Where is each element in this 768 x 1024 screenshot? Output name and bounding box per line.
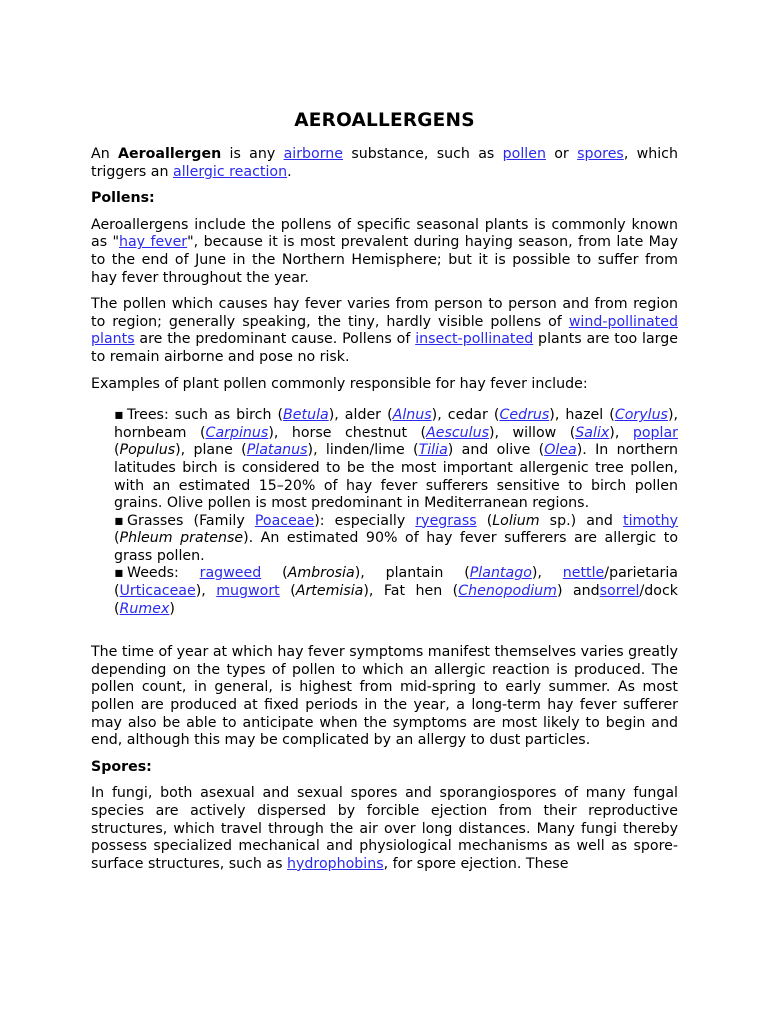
link-hydrophobins[interactable]: hydrophobins [287, 855, 384, 872]
text-run: or [545, 146, 578, 162]
list-item-grasses [114, 513, 678, 566]
text-run: ( [114, 442, 120, 459]
document-title: AEROALLERGENS [294, 110, 475, 131]
link-plantago[interactable]: Plantago [469, 565, 532, 582]
text-run: ), hornbeam ( [114, 407, 679, 441]
link-rumex[interactable]: Rumex [119, 600, 170, 617]
text-run: are the predominant cause. Pollens of [134, 331, 416, 348]
text-run: ), alder ( [328, 407, 393, 424]
text-run: /dock ( [114, 583, 678, 617]
text-run: ), willow ( [489, 424, 576, 441]
text-run: ", because it is most prevalent during haying season, from late May to the end of June in the Northern Hemisphere; but it is possible to suffer from hay fever throughout the year. [91, 234, 679, 286]
link-ryegrass[interactable]: ryegrass [415, 512, 477, 529]
text-run: ), plane ( [175, 442, 247, 459]
text-run: ). In northern latitudes birch is considered to be the most important allergenic tree pollen, with an estimated 15–20% of hay fever sufferers sensitive to birch pollen grains. Olive pollen is most predominant in Mediterranean regions. [114, 442, 678, 512]
text-run: Grasses (Family [127, 512, 255, 529]
pollens-paragraph-2 [91, 296, 678, 366]
text-run: /parietaria ( [114, 565, 679, 600]
list-item-trees [114, 407, 678, 513]
link-airborne[interactable]: airborne [283, 146, 344, 162]
link-poaceae[interactable]: Poaceae [254, 512, 315, 529]
link-insect-pollinated[interactable]: insect-pollinated [415, 331, 534, 348]
link-olea[interactable]: Olea [544, 442, 577, 459]
text-run: An [91, 146, 119, 162]
spores-heading: Spores: [91, 758, 152, 775]
text-run: Lolium [492, 512, 540, 529]
text-run: ( [279, 583, 296, 600]
pollens-paragraph-3 [91, 376, 678, 394]
text-run: Aeroallergens include the pollens of specific seasonal plants is commonly known as " [91, 216, 678, 251]
list-item-weeds [114, 565, 678, 618]
text-run: , which triggers an [91, 146, 678, 180]
text-run: ), hazel ( [549, 407, 615, 424]
text-run: The pollen which causes hay fever varies from person to person and from region to region; generally speaking, the tiny, hardly visible pollens of [91, 296, 678, 330]
text-run: ( [261, 565, 288, 582]
pollens-paragraph-1 [91, 217, 678, 287]
text-run: Trees: such as birch ( [127, 407, 284, 424]
link-salix[interactable]: Salix [575, 424, 610, 441]
link-platanus[interactable]: Platanus [246, 442, 308, 459]
text-run: Artemisia [295, 583, 364, 600]
link-sorrel[interactable]: sorrel [599, 583, 640, 600]
text-run: ): especially [314, 512, 416, 529]
link-poplar[interactable]: poplar [632, 424, 678, 441]
text-run: Examples of plant pollen commonly responsible for hay fever include: [91, 375, 588, 392]
link-ragweed[interactable]: ragweed [199, 565, 262, 582]
text-run: plants are too large to remain airborne and pose no risk. [91, 331, 678, 365]
link-alnus[interactable]: Alnus [392, 407, 432, 424]
text-run: In fungi, both asexual and sexual spores and sporangiospores of many fungal species are actively dispersed by forcible ejection from their reproductive structures, which travel through the air over long distances. Many fungi thereby possess specialized mechanical and physiological mechanisms as well as spore-surface structures, such as [91, 785, 678, 872]
spores-paragraph-1 [91, 785, 678, 873]
text-run: Phleum pratense [119, 530, 244, 547]
text-run: ), [609, 424, 633, 441]
link-tilia[interactable]: Tilia [418, 442, 448, 459]
text-run: Ambrosia [287, 565, 355, 582]
pollen-examples-list [91, 407, 678, 618]
text-run: ) [169, 600, 175, 617]
link-allergic-reaction[interactable]: allergic reaction [173, 163, 288, 180]
text-run: ), plantain ( [354, 565, 470, 582]
text-run: ) and olive ( [447, 442, 545, 459]
text-run: substance, such as [343, 146, 503, 162]
text-run: ), horse chestnut ( [268, 424, 427, 441]
text-run: ( [114, 530, 120, 547]
intro-paragraph [91, 146, 678, 181]
link-plants[interactable]: plants [91, 331, 135, 348]
link-mugwort[interactable]: mugwort [216, 583, 280, 600]
text-run: ). An estimated 90% of hay fever sufferers are allergic to grass pollen. [114, 530, 678, 564]
link-urticaceae[interactable]: Urticaceae [119, 583, 196, 600]
text-run: Populus [119, 442, 176, 459]
text-run: ), [195, 583, 217, 600]
link-corylus[interactable]: Corylus [614, 407, 668, 424]
text-run: is any [221, 146, 284, 162]
bullet-icon: ▪ [114, 407, 124, 424]
pollens-paragraph-4 [91, 644, 678, 750]
text-run: , for spore ejection. These [383, 855, 569, 872]
link-aesculus[interactable]: Aesculus [426, 424, 489, 441]
text-run: ), cedar ( [431, 407, 500, 424]
text-run: ) and [556, 583, 600, 600]
text-run: ), Fat hen ( [363, 583, 459, 600]
text-run: . [287, 163, 292, 180]
text-run: sp.) and [539, 512, 624, 529]
link-wind-pollinated[interactable]: wind-pollinated [568, 313, 678, 330]
bullet-icon: ▪ [114, 512, 124, 529]
link-pollen[interactable]: pollen [502, 146, 546, 162]
text-run: Weeds: [127, 565, 200, 582]
link-timothy[interactable]: timothy [623, 512, 678, 529]
pollens-heading: Pollens: [91, 190, 155, 207]
link-nettle[interactable]: nettle [562, 565, 605, 582]
link-cedrus[interactable]: Cedrus [499, 407, 550, 424]
link-spores[interactable]: spores [577, 146, 624, 162]
text-run: ( [476, 512, 493, 529]
text-run: ), [531, 565, 563, 582]
bullet-icon: ▪ [114, 565, 124, 582]
link-chenopodium[interactable]: Chenopodium [458, 583, 557, 600]
link-betula[interactable]: Betula [283, 407, 329, 424]
link-hay-fever[interactable]: hay fever [119, 234, 188, 251]
text-run: The time of year at which hay fever symptoms manifest themselves varies greatly depending on the types of pollen to which an allergic reaction is produced. The pollen count, in general, is highest from mid-spring to early summer. As most pollen are produced at fixed periods in the year, a long-term hay fever sufferer may also be able to anticipate when the symptoms are most likely to begin and end, although this may be complicated by an allergy to dust particles. [91, 644, 678, 749]
text-run: ), linden/lime ( [307, 442, 419, 459]
text-run: Aeroallergen [118, 146, 222, 162]
link-carpinus[interactable]: Carpinus [205, 424, 269, 441]
